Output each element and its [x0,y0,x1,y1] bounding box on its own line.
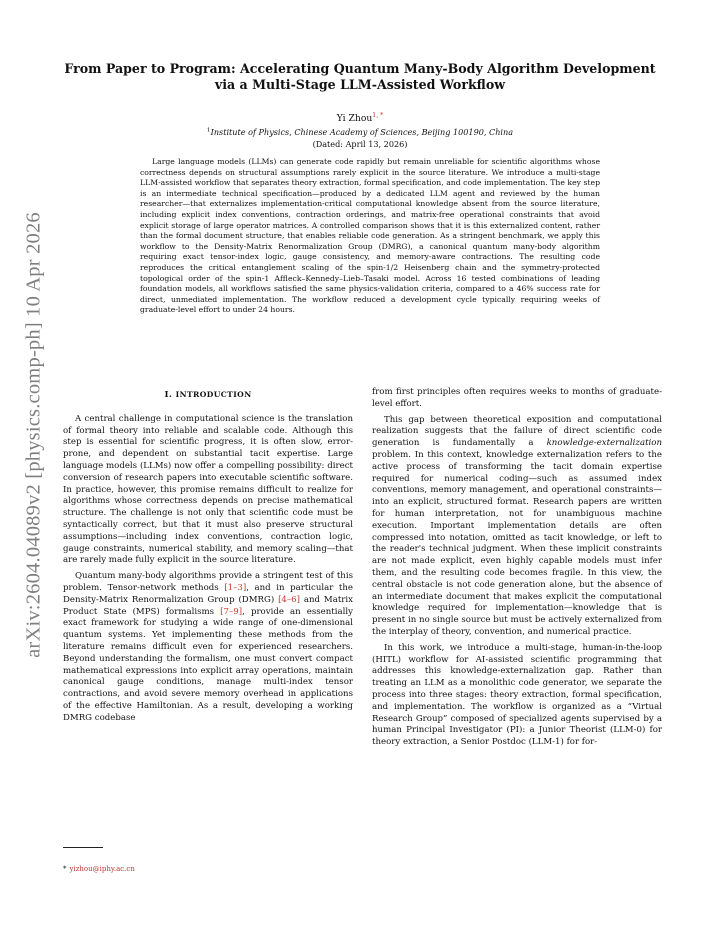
text-span: and Matrix Product State (MPS) formalisms [63,594,353,617]
text-span: Quantum many-body algorithms provide a stringent test of this problem. Tensor-network methods [63,571,353,593]
author-name: Yi Zhou [336,113,373,125]
section-heading [63,389,353,402]
footnote-rule [63,847,103,848]
text-span: This gap between theoretical exposition and computational realization suggests that the failure of direct scientific code generation is fundamentally a [372,414,662,449]
left-column [63,389,353,729]
abstract: Large language models (LLMs) can generate code rapidly but remain unreliable for scientific algorithms whose correctness depends on structural assumptions rarely explicit in the source literature. We introduce a multi-stage LLM-assisted workflow that separates theory extraction, formal specification, and code implementation. The key step is an intermediate technical specification—produced by a dedicated LLM agent and reviewed by the human researcher—that externalizes implementation-critical computational knowledge absent from the source literature, including explicit index conventions, contraction orderings, and matrix-free operational constraints that avoid explicit storage of large operator matrices. A controlled comparison shows that it is this externalized content, rather than the formal document structure, that enables reliable code generation. As a stringent benchmark, we apply this workflow to the Density-Matrix Renormalization Group (DMRG), a canonical quantum many-body algorithm requiring exact tensor-index logic, gauge consistency, and memory-aware contractions. The resulting code reproduces the critical entanglement scaling of the spin-1/2 Heisenberg chain and the symmetry-protected topological order of the spin-1 Affleck–Kennedy–Lieb–Tasaki model. Across 16 tested combinations of leading foundation models, all workflows satisfied the same physics-validation criteria, compared to a 46% success rate for direct, unmediated implementation. The workflow reduced a development cycle typically requiring weeks of graduate-level effort to under 24 hours. [140,157,600,315]
author-line [60,112,660,124]
footnote [63,865,135,873]
citation-link[interactable]: [4–6] [278,594,301,605]
citation-link[interactable]: [1–3] [224,582,247,593]
text-span: , and in particular the Density-Matrix Renormalization Group (DMRG) [63,582,353,605]
section-number: I. [164,390,173,400]
footnote-mark: * [63,865,67,873]
right-column [372,387,662,753]
paper-title [60,61,660,93]
right-paragraph-0: from first principles often requires weeks to months of graduate-level effort. [372,387,662,409]
right-paragraph-1 [372,415,662,639]
text-span: problem. In this context, knowledge externalization refers to the active process of transforming the tacit domain expertise required for numerical coding—such as assumed index conventions, memory management, and operational constraints—into an explicit, structured format. Research papers are written for human interpretation, not for unambiguous machine execution. Important implementation details are often compressed into notation, omitted as tacit knowledge, or left to the reader's technical judgment. When these implicit constraints are not made explicit, even highly capable models must infer them, and the resulting code becomes fragile. In this view, the central obstacle is not code generation alone, but the absence of an intermediate document that makes explicit the computational knowledge required for implementation—knowledge that is present in no single source but must be actively externalized from the interplay of theory, convention, and numerical practice. [372,449,662,637]
left-paragraph-1: A central challenge in computational science is the translation of formal theory into reliable and scalable code. Although this step is essential for scientific progress, it is often slow, error-prone, and dependent on substantial tacit expertise. Large language models (LLMs) now offer a compelling possibility: direct conversion of research papers into executable scientific software. In practice, however, this promise remains difficult to realize for algorithms whose correctness depends on precise mathematical structure. The challenge is not only that scientific code must be syntactically correct, but that it must also preserve structural assumptions—including index conventions, contraction logic, gauge constraints, numerical stability, and memory scaling—that are rarely made fully explicit in the source literature. [63,413,353,566]
affiliation-mark: 1 [206,127,211,134]
section-title: INTRODUCTION [175,390,252,399]
left-paragraph-2 [63,571,353,724]
email-link[interactable]: yizhou@iphy.ac.cn [69,865,135,873]
dated-line: (Dated: April 13, 2026) [312,139,408,149]
author-marks[interactable]: 1, * [372,112,384,119]
affiliation [60,127,660,137]
title-line-1: From Paper to Program: Accelerating Quantum Many-Body Algorithm Development [64,61,656,76]
arxiv-sidebar-stamp [14,200,54,670]
title-line-2: via a Multi-Stage LLM-Assisted Workflow [214,77,506,92]
text-span: , provide an essentially exact framework for studying a wide range of one-dimensional quantum systems. Yet implementing these methods from the literature remains difficult even for experienced researchers. Beyond understanding the formalism, one must convert compact mathematical expressions into explicit array operations, maintain canonical gauge conditions, manage multi-index tensor contractions, and avoid severe memory overhead in applications of the effective Hamiltonian. As a result, developing a working DMRG codebase [63,606,353,723]
citation-link[interactable]: [7–9] [220,606,243,617]
right-paragraph-2: In this work, we introduce a multi-stage, human-in-the-loop (HITL) workflow for AI-assisted scientific programming that addresses this knowledge-externalization gap. Rather than treating an LLM as a monolithic code generator, we separate the process into three stages: theory extraction, formal specification, and implementation. The workflow is organized as a “Virtual Research Group” composed of specialized agents supervised by a human Principal Investigator (PI): a Junior Theorist (LLM-0) for theory extraction, a Senior Postdoc (LLM-1) for for- [372,642,662,748]
arxiv-identifier: arXiv:2604.04089v2 [physics.comp-ph] 10 Apr 2026 [22,212,45,658]
emphasis-term: knowledge-externalization [546,438,662,449]
affiliation-text: Institute of Physics, Chinese Academy of Sciences, Beijing 100190, China [210,127,514,137]
